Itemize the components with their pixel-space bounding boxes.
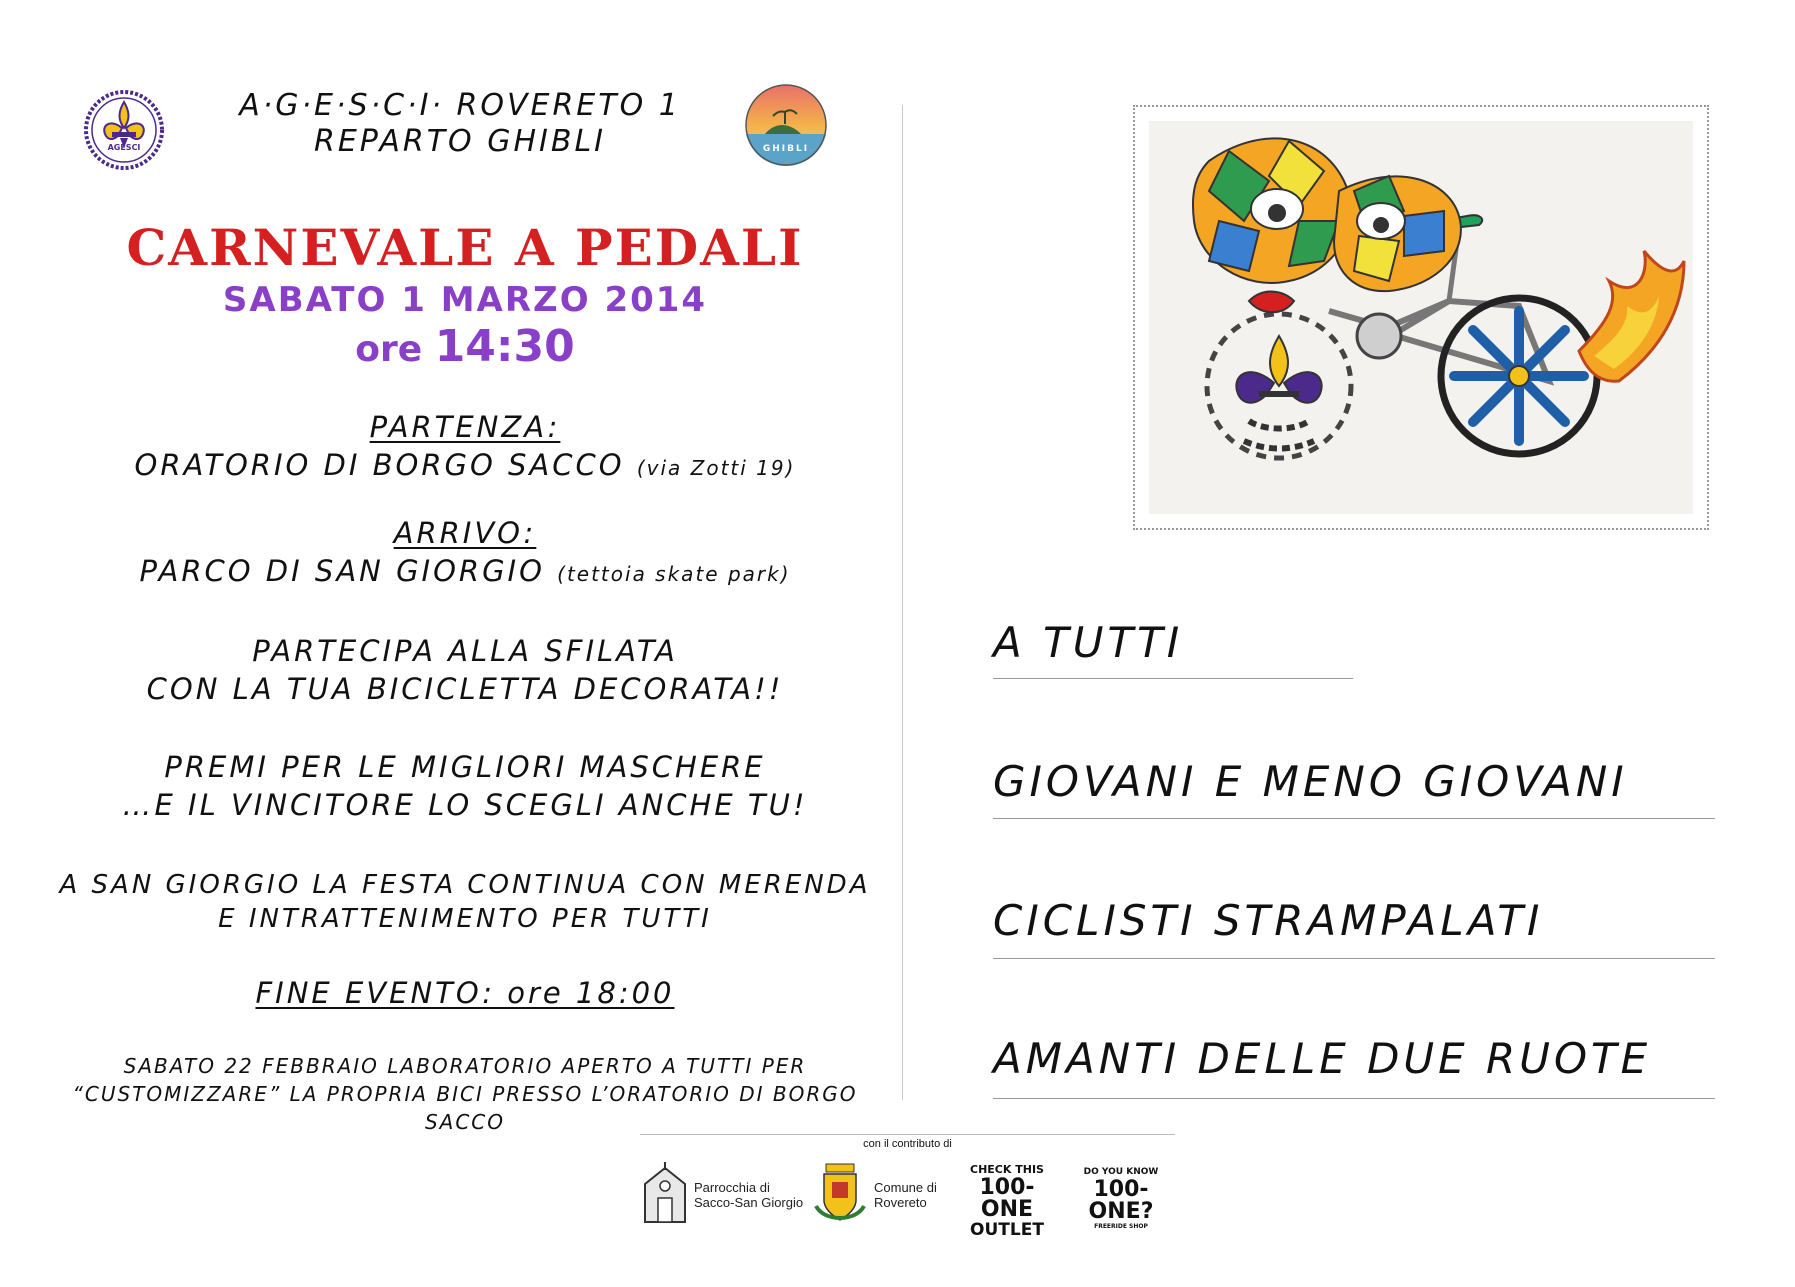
audience-item-3: CICLISTI STRAMPALATI [993,896,1544,945]
outlet-line-3: OUTLET [970,1220,1044,1240]
ghibli-logo [745,84,827,166]
org-line-2: REPARTO GHIBLI [313,124,607,159]
audience-item-2: GIOVANI E MENO GIOVANI [993,757,1628,806]
prizes-line-2: …E IL VINCITORE LO SCEGLI ANCHE TU! [122,788,808,822]
outlet-line-2: 100-ONE [979,1175,1035,1222]
arrival-label: ARRIVO: [393,516,537,550]
workshop-note [40,1052,890,1136]
comune-name [874,1180,937,1210]
comune-line-1: Comune di [874,1180,937,1195]
audience-line-1 [993,678,1353,679]
parade-section [40,632,890,708]
org-line-1: A·G·E·S·C·I· ROVERETO 1 [239,88,681,123]
event-time-value: 14:30 [434,321,575,372]
departure-detail: (via Zotti 19) [636,456,796,480]
sponsor-shop [1065,1167,1177,1230]
carnival-bicycle-illustration [1149,121,1693,514]
comune-line-2: Rovereto [874,1195,927,1210]
parish-line-2: Sacco-San Giorgio [694,1195,804,1210]
arrival-section [40,514,890,593]
event-time [40,322,890,375]
org-header [190,88,730,160]
parade-line-2: CON LA TUA BICICLETTA DECORATA!! [146,672,784,706]
arrival-place: PARCO DI SAN GIORGIO [139,554,545,588]
parish-name [694,1180,803,1210]
party-section [40,868,890,936]
departure-place: ORATORIO DI BORGO SACCO [134,448,625,482]
fleur-de-lis-icon [82,88,166,174]
audience-line-4 [993,1098,1715,1099]
workshop-line-2: “CUSTOMIZZARE” LA PROPRIA BICI PRESSO L’ORATORIO DI BORGO SACCO [72,1082,858,1134]
party-line-1: A SAN GIORGIO LA FESTA CONTINUA CON MERENDA [59,870,871,900]
coat-of-arms-icon [812,1162,868,1226]
sponsor-label: con il contributo di [863,1138,952,1150]
event-title: CARNEVALE A PEDALI [126,218,804,277]
prizes-line-1: PREMI PER LE MIGLIORI MASCHERE [164,750,766,784]
shop-line-3: FREERIDE SHOP [1094,1223,1148,1230]
parade-line-1: PARTECIPA ALLA SFILATA [252,634,678,668]
audience-line-2 [993,818,1715,819]
agesci-logo [82,88,166,174]
illustration-frame [1133,105,1709,530]
event-block [40,218,890,375]
end-section [40,974,890,1012]
prizes-section [40,748,890,824]
church-icon [640,1162,690,1226]
illustration [1149,121,1693,514]
ghibli-logo-text: GHIBLI [762,144,810,154]
shop-line-2: 100-ONE? [1088,1177,1154,1224]
parish-line-1: Parrocchia di [694,1180,770,1195]
outlet-line-1: CHECK THIS [970,1163,1044,1176]
shop-line-1: DO YOU KNOW [1083,1167,1159,1177]
audience-item-4: AMANTI DELLE DUE RUOTE [993,1034,1652,1083]
departure-label: PARTENZA: [369,410,561,444]
workshop-line-1: SABATO 22 FEBBRAIO LABORATORIO APERTO A TUTTI PER [123,1054,807,1078]
arrival-detail: (tettoia skate park) [557,562,791,586]
sponsor-outlet [963,1163,1051,1240]
audience-item-1: A TUTTI [993,618,1184,667]
column-divider [902,105,903,1100]
party-line-2: E INTRATTENIMENTO PER TUTTI [218,904,712,934]
end-label: FINE EVENTO: ore 18:00 [255,976,675,1010]
departure-section [40,408,890,487]
audience-line-3 [993,958,1715,959]
event-date: SABATO 1 MARZO 2014 [222,280,708,320]
event-time-prefix: ore [355,329,423,370]
sponsor-parish [640,1162,810,1228]
sponsor-comune [812,1162,947,1228]
agesci-logo-text: AGESCI [107,143,141,152]
sponsor-divider [640,1134,1175,1135]
